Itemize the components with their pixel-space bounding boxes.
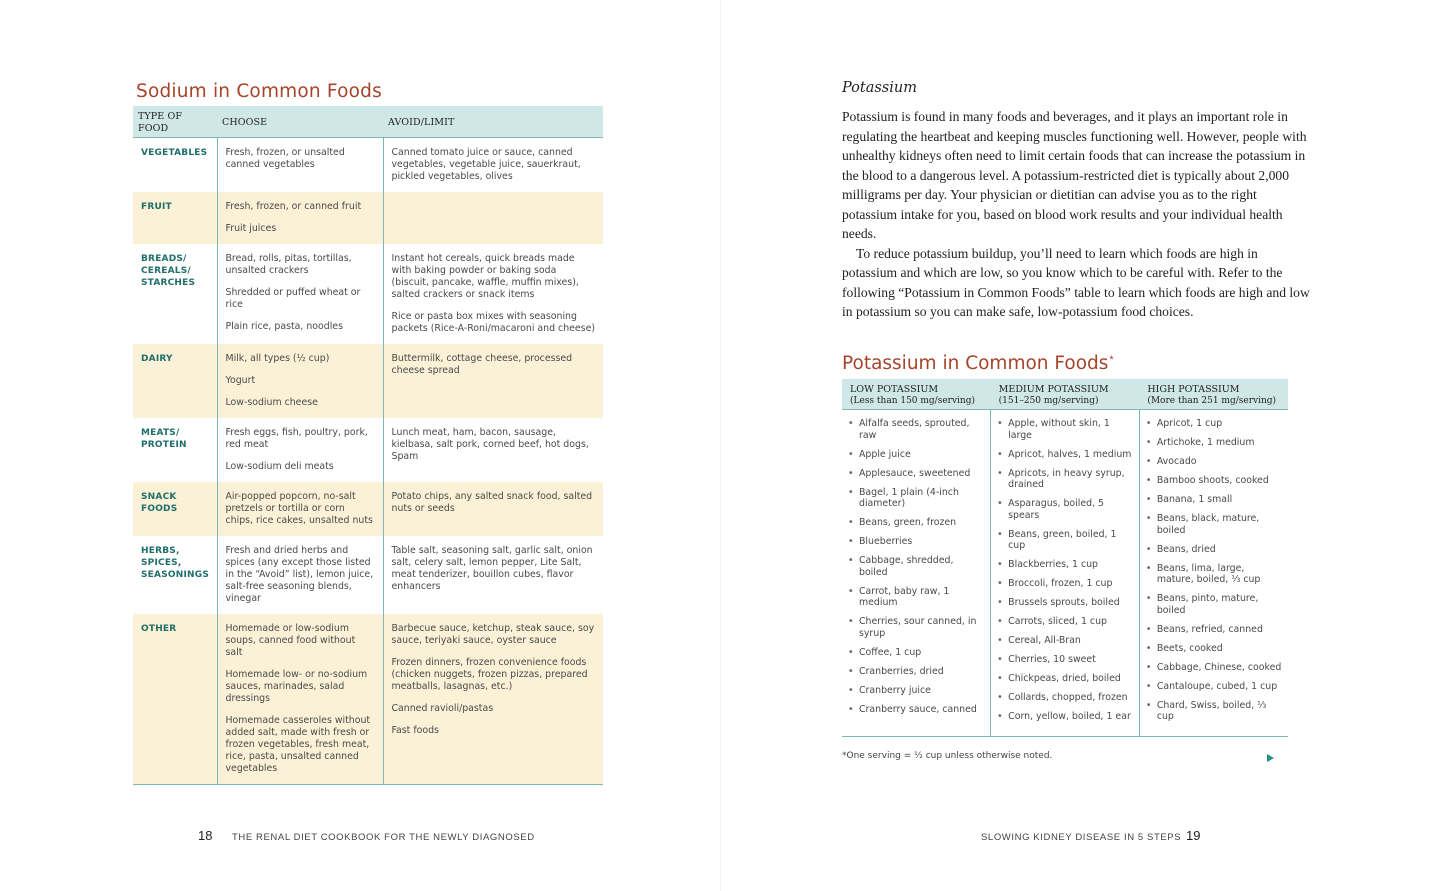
sodium-header-choose: CHOOSE bbox=[217, 106, 383, 138]
avoid-item: Canned tomato juice or sauce, canned vegetables, vegetable juice, sauerkraut, pickled vegetables, olives bbox=[391, 147, 581, 182]
low-potassium-list bbox=[848, 418, 984, 715]
food-category: FRUIT bbox=[133, 192, 217, 244]
avoid-cell bbox=[383, 244, 603, 344]
food-item: • Beans, lima, large, mature, boiled, ⅓ cup bbox=[1146, 563, 1282, 586]
choose-cell bbox=[217, 536, 383, 614]
sodium-table-body bbox=[133, 138, 603, 785]
avoid-cell bbox=[383, 418, 603, 482]
avoid-item: Frozen dinners, frozen convenience foods (chicken nuggets, frozen pizzas, prepared meatballs, lasagnas, etc.) bbox=[391, 657, 588, 692]
food-item: • Carrot, baby raw, 1 medium bbox=[848, 586, 984, 609]
potassium-table-title-wrap bbox=[842, 353, 1114, 374]
sodium-row bbox=[133, 614, 603, 785]
food-item: • Apricot, halves, 1 medium bbox=[997, 449, 1133, 461]
header-label: HIGH POTASSIUM bbox=[1147, 384, 1240, 395]
food-item: • Beans, green, boiled, 1 cup bbox=[997, 529, 1133, 552]
avoid-item: Rice or pasta box mixes with seasoning packets (Rice-A-Roni/macaroni and cheese) bbox=[391, 311, 595, 334]
food-item: • Cantaloupe, cubed, 1 cup bbox=[1146, 681, 1282, 693]
food-category: MEATS/ PROTEIN bbox=[141, 428, 187, 450]
medium-potassium-column bbox=[991, 410, 1140, 737]
footnote-marker: * bbox=[1109, 353, 1114, 366]
food-category: VEGETABLES bbox=[141, 148, 208, 158]
choose-item: Homemade low- or no-sodium sauces, marinades, salad dressings bbox=[225, 669, 368, 704]
choose-item: Low-sodium cheese bbox=[225, 397, 318, 408]
choose-item: Homemade or low-sodium soups, canned food without salt bbox=[225, 623, 356, 658]
triangle-right-icon bbox=[1267, 754, 1274, 762]
food-item: • Artichoke, 1 medium bbox=[1146, 437, 1282, 449]
food-item: • Beets, cooked bbox=[1146, 643, 1282, 655]
food-item: • Bamboo shoots, cooked bbox=[1146, 475, 1282, 487]
choose-item: Fresh, frozen, or canned fruit bbox=[225, 201, 362, 212]
food-item: • Asparagus, boiled, 5 spears bbox=[997, 498, 1133, 521]
food-item: • Cranberry sauce, canned bbox=[848, 704, 984, 716]
food-item: • Cranberries, dried bbox=[848, 666, 984, 678]
food-item: • Beans, pinto, mature, boiled bbox=[1146, 593, 1282, 616]
avoid-item: Canned ravioli/pastas bbox=[391, 703, 494, 714]
food-item: • Brussels sprouts, boiled bbox=[997, 597, 1133, 609]
avoid-item: Potato chips, any salted snack food, salted nuts or seeds bbox=[391, 491, 593, 514]
choose-cell bbox=[217, 192, 383, 244]
food-item: • Bagel, 1 plain (4-inch diameter) bbox=[848, 487, 984, 510]
food-item: • Chard, Swiss, boiled, ⅓ cup bbox=[1146, 700, 1282, 723]
choose-item: Milk, all types (½ cup) bbox=[225, 353, 330, 364]
potassium-header-medium bbox=[991, 379, 1140, 410]
choose-item: Plain rice, pasta, noodles bbox=[225, 321, 343, 332]
food-item: • Beans, refried, canned bbox=[1146, 624, 1282, 636]
sodium-table bbox=[133, 106, 603, 785]
food-item: • Corn, yellow, boiled, 1 ear bbox=[997, 711, 1133, 723]
choose-item: Homemade casseroles without added salt, made with fresh or frozen vegetables, fresh meat, rice, pasta, unsalted canned vegetables bbox=[225, 715, 371, 774]
food-item: • Banana, 1 small bbox=[1146, 494, 1282, 506]
header-label: LOW POTASSIUM bbox=[850, 384, 939, 395]
sodium-row bbox=[133, 344, 603, 418]
choose-item: Fresh, frozen, or unsalted canned vegetables bbox=[225, 147, 345, 170]
avoid-item: Instant hot cereals, quick breads made with baking powder or baking soda (biscuit, pancake, waffle, muffin mixes), salted crackers or snack items bbox=[391, 253, 579, 300]
choose-cell bbox=[217, 244, 383, 344]
food-item: • Collards, chopped, frozen bbox=[997, 692, 1133, 704]
running-head-right: SLOWING KIDNEY DISEASE IN 5 STEPS bbox=[981, 832, 1182, 843]
food-item: • Blackberries, 1 cup bbox=[997, 559, 1133, 571]
avoid-cell bbox=[383, 192, 603, 244]
header-range: (Less than 150 mg/serving) bbox=[850, 395, 975, 406]
choose-item: Fresh eggs, fish, poultry, pork, red meat bbox=[225, 427, 368, 450]
potassium-header-low bbox=[842, 379, 991, 410]
sodium-row bbox=[133, 138, 603, 193]
potassium-header-high bbox=[1139, 379, 1288, 410]
food-item: • Blueberries bbox=[848, 536, 984, 548]
choose-item: Fruit juices bbox=[225, 223, 277, 234]
potassium-heading: Potassium bbox=[842, 80, 917, 96]
avoid-cell bbox=[383, 536, 603, 614]
food-category: DAIRY bbox=[133, 344, 217, 418]
page-number-left: 18 bbox=[198, 828, 213, 843]
food-item: • Carrots, sliced, 1 cup bbox=[997, 616, 1133, 628]
food-item: • Cranberry juice bbox=[848, 685, 984, 697]
potassium-paragraph-2: To reduce potassium buildup, you’ll need to learn which foods are high in potassium and which are low, so you know which to be careful with. Refer to the following “Potassium in Common Foods” table to learn which foods are high and low in potassium so you can make safe, low-potassium food choices. bbox=[842, 245, 1310, 319]
choose-item: Air-popped popcorn, no-salt pretzels or tortilla or corn chips, rice cakes, unsalted nuts bbox=[225, 491, 373, 526]
food-item: • Broccoli, frozen, 1 cup bbox=[997, 578, 1133, 590]
food-item: • Beans, dried bbox=[1146, 544, 1282, 556]
low-potassium-column bbox=[842, 410, 991, 737]
header-range: (151–250 mg/serving) bbox=[998, 395, 1099, 406]
page-number-right: 19 bbox=[1186, 828, 1201, 843]
sodium-header-type: TYPE OF FOOD bbox=[133, 106, 217, 138]
sodium-header-avoid: AVOID/LIMIT bbox=[383, 106, 603, 138]
high-potassium-list bbox=[1146, 418, 1282, 723]
header-range: (More than 251 mg/serving) bbox=[1147, 395, 1277, 406]
choose-cell bbox=[217, 418, 383, 482]
avoid-item: Lunch meat, ham, bacon, sausage, kielbasa, salt pork, corned beef, hot dogs, Spam bbox=[391, 427, 589, 462]
potassium-table-title: Potassium in Common Foods bbox=[842, 353, 1109, 374]
avoid-cell bbox=[383, 482, 603, 536]
sodium-row bbox=[133, 418, 603, 482]
sodium-row bbox=[133, 244, 603, 344]
sodium-row bbox=[133, 536, 603, 614]
food-category: OTHER bbox=[133, 614, 217, 785]
food-item: • Apple, without skin, 1 large bbox=[997, 418, 1133, 441]
food-item: • Apricots, in heavy syrup, drained bbox=[997, 468, 1133, 491]
food-item: • Apricot, 1 cup bbox=[1146, 418, 1282, 430]
avoid-cell bbox=[383, 344, 603, 418]
potassium-body-text bbox=[842, 107, 1312, 322]
sodium-row bbox=[133, 192, 603, 244]
food-item: • Cabbage, Chinese, cooked bbox=[1146, 662, 1282, 674]
header-label: MEDIUM POTASSIUM bbox=[998, 384, 1109, 395]
choose-cell bbox=[217, 614, 383, 785]
potassium-table bbox=[842, 379, 1288, 737]
choose-cell bbox=[217, 344, 383, 418]
choose-item: Bread, rolls, pitas, tortillas, unsalted crackers bbox=[225, 253, 352, 276]
food-item: • Chickpeas, dried, boiled bbox=[997, 673, 1133, 685]
avoid-item: Table salt, seasoning salt, garlic salt, onion salt, celery salt, lemon pepper, Lite Salt, meat tenderizer, bouillon cubes, flavor enhancers bbox=[391, 545, 593, 592]
food-item: • Alfalfa seeds, sprouted, raw bbox=[848, 418, 984, 441]
sodium-table-title: Sodium in Common Foods bbox=[136, 81, 382, 102]
spread-gutter bbox=[720, 0, 721, 891]
avoid-item: Buttermilk, cottage cheese, processed cheese spread bbox=[391, 353, 573, 376]
food-item: • Avocado bbox=[1146, 456, 1282, 468]
food-category: HERBS, SPICES, SEASONINGS bbox=[141, 546, 210, 580]
choose-item: Fresh and dried herbs and spices (any except those listed in the “Avoid” list), lemon juice, salt-free seasoning blends, vinegar bbox=[225, 545, 374, 604]
food-category: SNACK FOODS bbox=[133, 482, 217, 536]
high-potassium-column bbox=[1139, 410, 1288, 737]
food-item: • Cherries, 10 sweet bbox=[997, 654, 1133, 666]
potassium-footnote: *One serving = ½ cup unless otherwise noted. bbox=[842, 751, 1053, 761]
potassium-paragraph-1: Potassium is found in many foods and beverages, and it plays an important role in regulating the heartbeat and keeping muscles functioning well. However, people with unhealthy kidneys often need to limit certain foods that can increase the potassium in the blood to a dangerous level. A potassium-restricted diet is typically about 2,000 milligrams per day. Your physician or dietitian can advise you as to the right potassium intake for you, based on blood work results and your individual health needs. bbox=[842, 109, 1307, 241]
food-item: • Applesauce, sweetened bbox=[848, 468, 984, 480]
choose-cell bbox=[217, 482, 383, 536]
choose-item: Shredded or puffed wheat or rice bbox=[225, 287, 361, 310]
avoid-item: Barbecue sauce, ketchup, steak sauce, soy sauce, teriyaki sauce, oyster sauce bbox=[391, 623, 595, 646]
food-item: • Cabbage, shredded, boiled bbox=[848, 555, 984, 578]
choose-item: Low-sodium deli meats bbox=[225, 461, 334, 472]
running-head-left: THE RENAL DIET COOKBOOK FOR THE NEWLY DIAGNOSED bbox=[232, 832, 535, 843]
avoid-item: Fast foods bbox=[391, 725, 439, 736]
food-item: • Cereal, All-Bran bbox=[997, 635, 1133, 647]
food-item: • Apple juice bbox=[848, 449, 984, 461]
food-item: • Coffee, 1 cup bbox=[848, 647, 984, 659]
food-item: • Cherries, sour canned, in syrup bbox=[848, 616, 984, 639]
food-category: BREADS/ CEREALS/ STARCHES bbox=[141, 254, 196, 288]
avoid-cell bbox=[383, 614, 603, 785]
medium-potassium-list bbox=[997, 418, 1133, 723]
choose-cell bbox=[217, 138, 383, 193]
sodium-row bbox=[133, 482, 603, 536]
avoid-cell bbox=[383, 138, 603, 193]
choose-item: Yogurt bbox=[225, 375, 256, 386]
food-item: • Beans, green, frozen bbox=[848, 517, 984, 529]
food-item: • Beans, black, mature, boiled bbox=[1146, 513, 1282, 536]
